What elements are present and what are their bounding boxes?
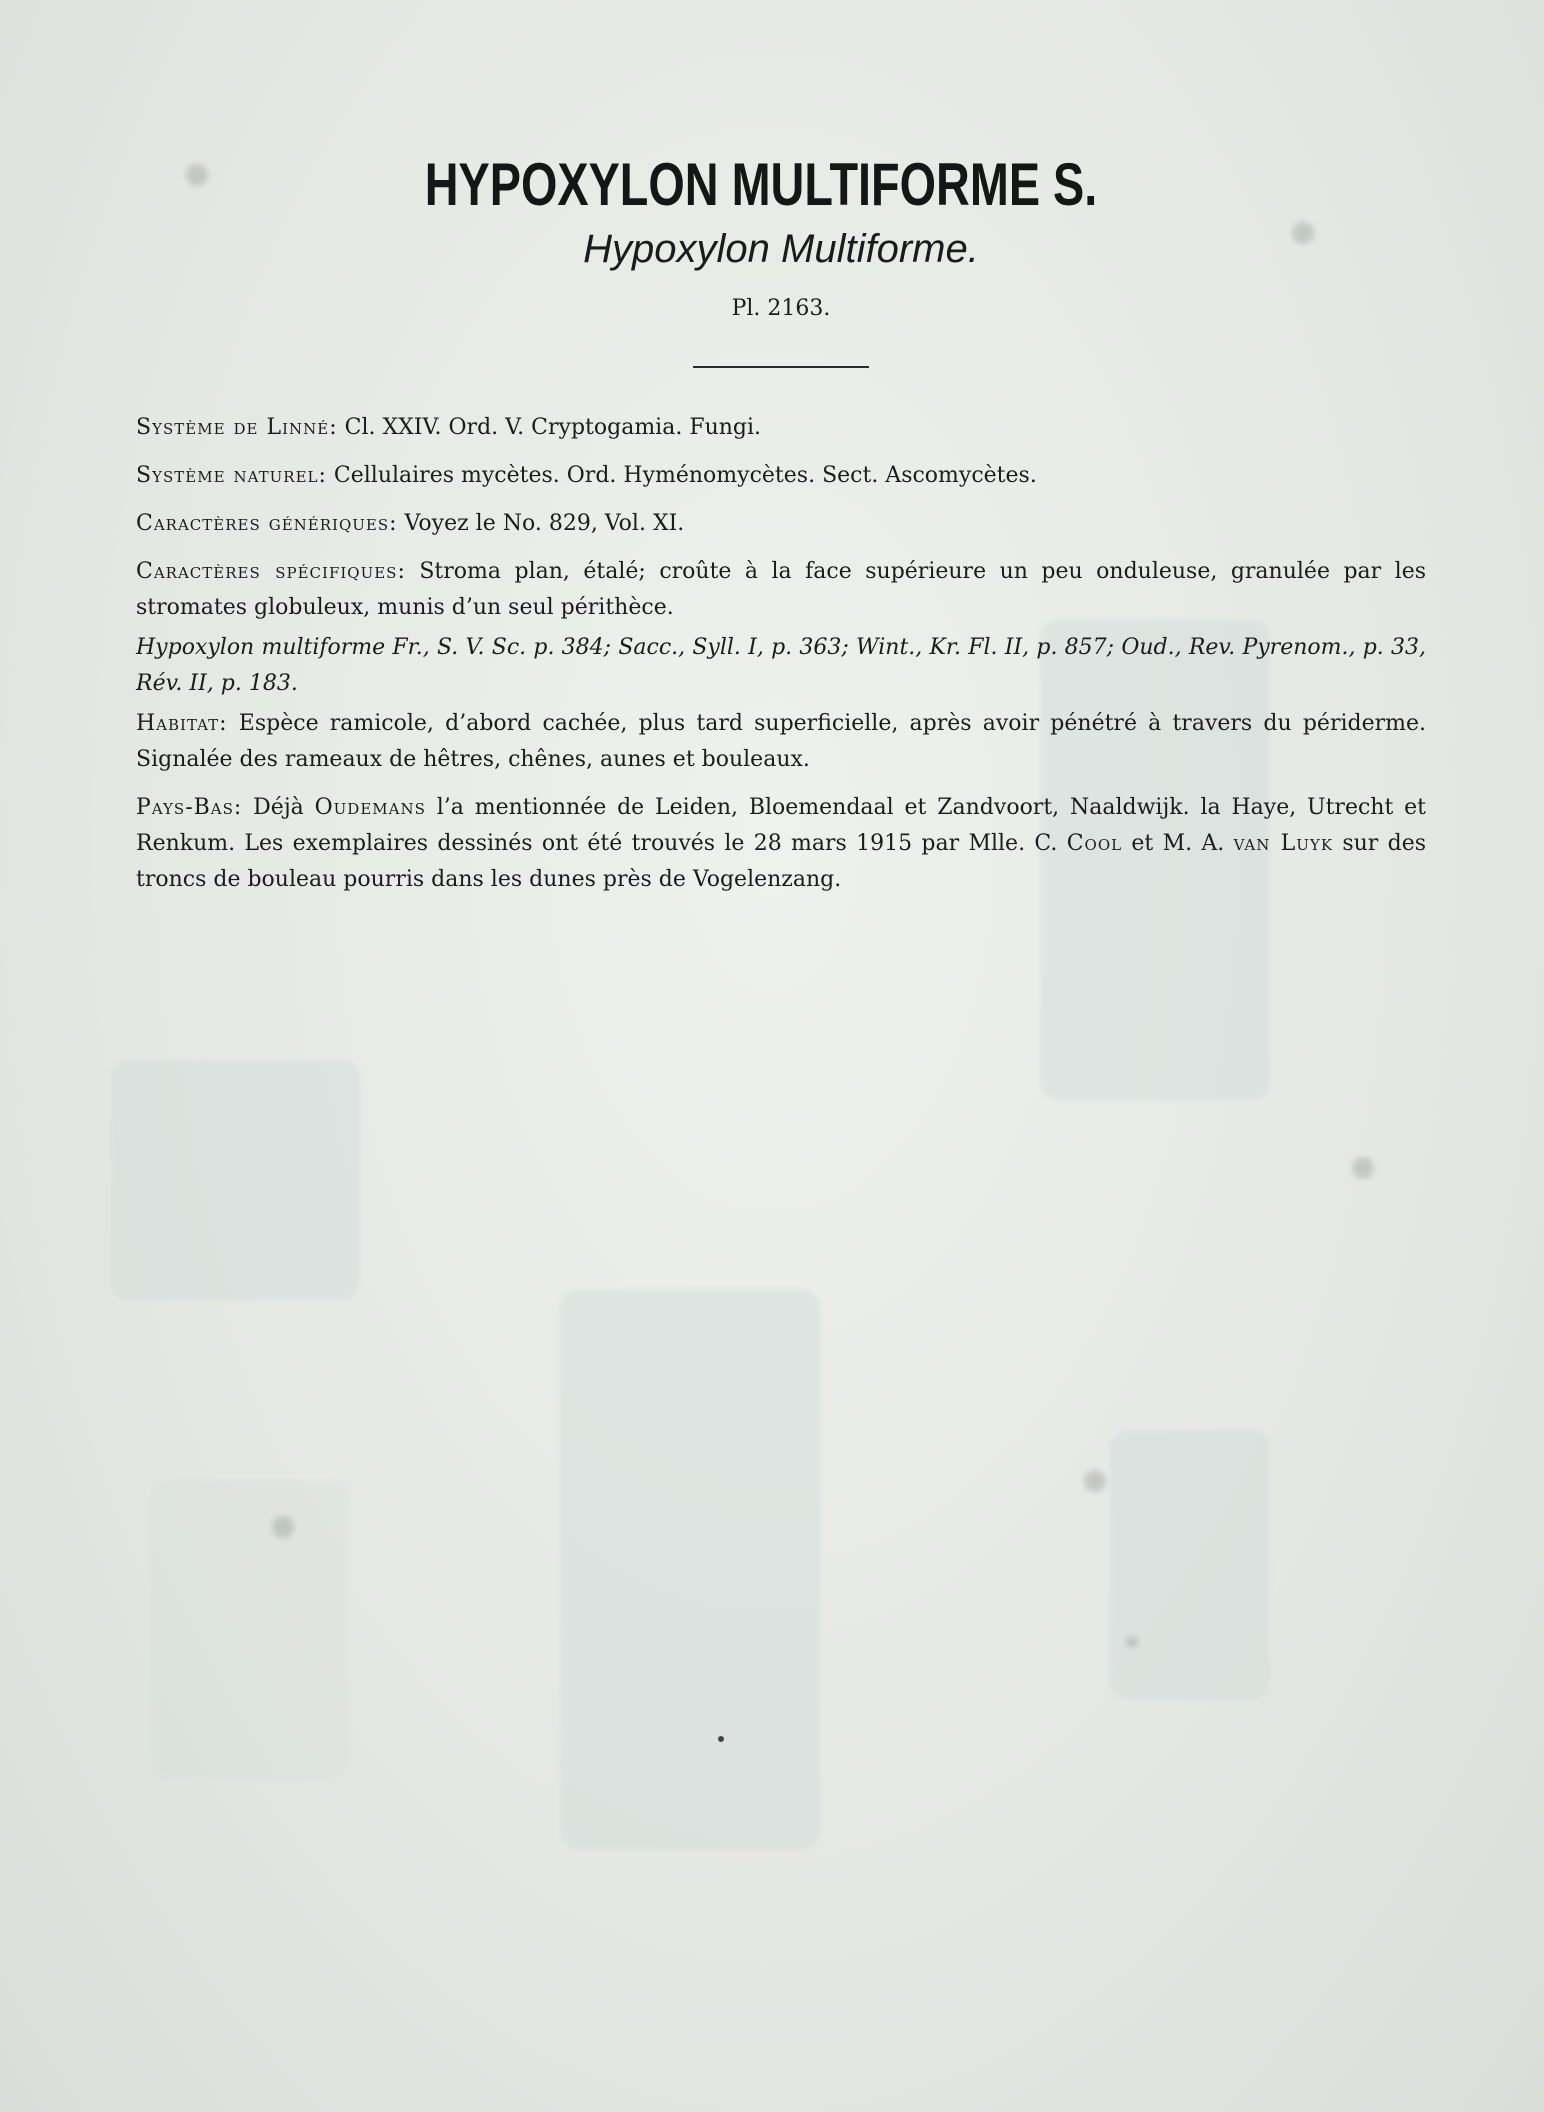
section-text: Espèce ramicole, d’abord cachée, plus tard superficielle, après avoir pénétré à travers du périderme. Signalée des rameaux de hêtres, chênes, aunes et bouleaux. [136,711,1426,772]
section-text: Voyez le No. 829, Vol. XI. [397,511,685,536]
section-specifiques [136,554,1426,626]
show-through-shape [150,1480,350,1780]
title-divider [693,366,869,368]
section-label: Habitat: [136,711,228,736]
foxing-spot [272,1516,294,1538]
page-subtitle: Hypoxylon Multiforme. [583,227,979,271]
section-references: Hypoxylon multiforme Fr., S. V. Sc. p. 384; Sacc., Syll. I, p. 363; Wint., Kr. Fl. II, p. 857; Oud., Rev. Pyrenom., p. 33, Rév. II, p. 183. [136,635,1426,696]
show-through-shape [560,1290,820,1850]
document-body [136,150,1426,898]
section-label: Caractères spécifiques: [136,559,406,584]
section-text: Cl. XXIV. Ord. V. Cryptogamia. Fungi. [337,415,762,440]
show-through-shape [1110,1430,1270,1700]
page-title: HYPOXYLON MULTIFORME S. [424,151,1098,218]
section-text: et M. A. [1122,831,1234,856]
section-text: Cellulaires mycètes. Ord. Hyménomycètes. Sect. Ascomycètes. [326,463,1037,488]
section-habitat [136,706,1426,778]
section-label: Caractères génériques: [136,511,398,536]
section-text: l’a mentionnée de Leiden, Bloemendaal et Zandvoort, Naaldwijk. la Haye, Utrecht et Renkum. Les exemplaires dessinés ont été trouvés le 28 mars 1915 par Mlle. C. [136,795,1426,856]
section-generiques [136,506,1426,542]
section-text: Déjà [242,795,315,820]
author-name: Oudemans [314,795,426,820]
section-linne [136,410,1426,446]
plate-number: Pl. 2163. [731,296,831,321]
foxing-spot [718,1736,724,1742]
section-label: Pays-Bas: [136,795,243,820]
foxing-spot [1126,1636,1138,1648]
section-label: Système naturel: [136,463,327,488]
author-name: van Luyk [1233,831,1334,856]
foxing-spot [1352,1157,1374,1179]
foxing-spot [1084,1470,1106,1492]
section-text: sur des troncs de bouleau pourris dans les dunes près de Vogelenzang. [136,831,1427,892]
section-pays-bas [136,790,1426,898]
section-text: Stroma plan, étalé; croûte à la face supérieure un peu onduleuse, granulée par les stromates globuleux, munis d’un seul périthèce. [136,559,1426,620]
show-through-shape [110,1060,360,1300]
author-name: Cool [1066,831,1123,856]
section-label: Système de Linné: [136,415,338,440]
section-naturel [136,458,1426,494]
